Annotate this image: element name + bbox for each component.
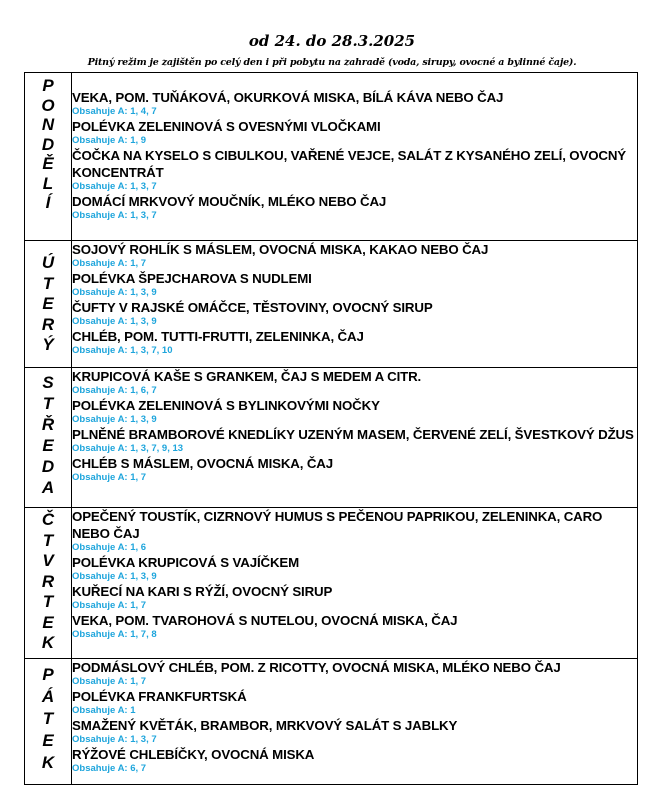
day-label-cell: [25, 73, 72, 241]
meal-lunch: SMAŽENÝ KVĚTÁK, BRAMBOR, MRKVOVÝ SALÁT S JABLKY: [72, 718, 458, 733]
day-name-vertical: Ú T E R Ý: [41, 253, 55, 354]
day-row-friday: [25, 659, 638, 785]
meals-cell: [72, 508, 638, 659]
allergen-info: Obsahuje A: 1, 3, 9: [72, 571, 157, 582]
day-name-vertical: P O N D Ě L Í: [41, 76, 55, 212]
meal-breakfast: KRUPICOVÁ KAŠE S GRANKEM, ČAJ S MEDEM A CITR.: [72, 369, 422, 384]
meal-breakfast: VEKA, POM. TUŇÁKOVÁ, OKURKOVÁ MISKA, BÍLÁ KÁVA NEBO ČAJ: [72, 90, 504, 105]
page-title: od 24. do 28.3.2025: [248, 32, 416, 50]
meal-lunch: ČOČKA NA KYSELO S CIBULKOU, VAŘENÉ VEJCE, SALÁT Z KYSANÉHO ZELÍ, OVOCNÝ KONCENTRÁT: [72, 148, 627, 180]
meals-cell: [72, 368, 638, 508]
allergen-info: Obsahuje A: 1: [72, 705, 136, 716]
allergen-info: Obsahuje A: 6, 7: [72, 763, 147, 774]
allergen-info: Obsahuje A: 1, 7, 8: [72, 629, 157, 640]
day-row-monday: [25, 73, 638, 241]
meal-lunch: ČUFTY V RAJSKÉ OMÁČCE, TĚSTOVINY, OVOCNÝ SIRUP: [72, 300, 433, 315]
allergen-info: Obsahuje A: 1, 3, 7: [72, 210, 157, 221]
meal-lunch: KUŘECÍ NA KARI S RÝŽÍ, OVOCNÝ SIRUP: [72, 584, 333, 599]
meal-snack: CHLÉB S MÁSLEM, OVOCNÁ MISKA, ČAJ: [72, 456, 334, 471]
meal-snack: DOMÁCÍ MRKVOVÝ MOUČNÍK, MLÉKO NEBO ČAJ: [72, 194, 387, 209]
meal-soup: POLÉVKA KRUPICOVÁ S VAJÍČKEM: [72, 555, 300, 570]
allergen-info: Obsahuje A: 1, 7: [72, 258, 147, 269]
drinking-note: Pitný režim je zajištěn po celý den i při pobytu na zahradě (voda, sirupy, ovocné a bylinné čaje).: [87, 57, 577, 68]
meals-cell: [72, 73, 638, 241]
meal-lunch: PLNĚNÉ BRAMBOROVÉ KNEDLÍKY UZENÝM MASEM, ČERVENÉ ZELÍ, ŠVESTKOVÝ DŽUS: [72, 427, 634, 442]
weekly-menu-table: [24, 72, 638, 785]
meal-soup: POLÉVKA ZELENINOVÁ S OVESNÝMI VLOČKAMI: [72, 119, 381, 134]
allergen-info: Obsahuje A: 1, 3, 9: [72, 287, 157, 298]
allergen-info: Obsahuje A: 1, 7: [72, 472, 147, 483]
day-row-wednesday: [25, 368, 638, 508]
day-label-cell: [25, 241, 72, 368]
day-label-cell: [25, 508, 72, 659]
allergen-info: Obsahuje A: 1, 3, 7, 10: [72, 345, 173, 356]
allergen-info: Obsahuje A: 1, 4, 7: [72, 106, 157, 117]
allergen-info: Obsahuje A: 1, 6: [72, 542, 147, 553]
day-label-cell: [25, 659, 72, 785]
allergen-info: Obsahuje A: 1, 3, 9: [72, 414, 157, 425]
meal-snack: VEKA, POM. TVAROHOVÁ S NUTELOU, OVOCNÁ MISKA, ČAJ: [72, 613, 458, 628]
allergen-info: Obsahuje A: 1, 3, 7, 9, 13: [72, 443, 184, 454]
meals-cell: [72, 659, 638, 785]
allergen-info: Obsahuje A: 1, 9: [72, 135, 147, 146]
allergen-info: Obsahuje A: 1, 3, 7: [72, 181, 157, 192]
day-row-thursday: [25, 508, 638, 659]
day-name-vertical: P Á T E K: [41, 665, 55, 772]
day-label-cell: [25, 368, 72, 508]
allergen-info: Obsahuje A: 1, 3, 7: [72, 734, 157, 745]
meal-soup: POLÉVKA FRANKFURTSKÁ: [72, 689, 247, 704]
meal-soup: POLÉVKA ZELENINOVÁ S BYLINKOVÝMI NOČKY: [72, 398, 380, 413]
allergen-info: Obsahuje A: 1, 3, 9: [72, 316, 157, 327]
meal-breakfast: PODMÁSLOVÝ CHLÉB, POM. Z RICOTTY, OVOCNÁ MISKA, MLÉKO NEBO ČAJ: [72, 660, 561, 675]
meal-breakfast: OPEČENÝ TOUSTÍK, CIZRNOVÝ HUMUS S PEČENOU PAPRIKOU, ZELENINKA, CARO NEBO ČAJ: [72, 509, 603, 541]
allergen-info: Obsahuje A: 1, 7: [72, 600, 147, 611]
meals-cell: [72, 241, 638, 368]
meal-soup: POLÉVKA ŠPEJCHAROVA S NUDLEMI: [72, 271, 312, 286]
day-name-vertical: Č T V R T E K: [41, 510, 55, 652]
allergen-info: Obsahuje A: 1, 7: [72, 676, 147, 687]
day-name-vertical: S T Ř E D A: [41, 373, 55, 497]
meal-snack: CHLÉB, POM. TUTTI-FRUTTI, ZELENINKA, ČAJ: [72, 329, 364, 344]
day-row-tuesday: [25, 241, 638, 368]
meal-breakfast: SOJOVÝ ROHLÍK S MÁSLEM, OVOCNÁ MISKA, KAKAO NEBO ČAJ: [72, 242, 489, 257]
allergen-info: Obsahuje A: 1, 6, 7: [72, 385, 157, 396]
meal-snack: RÝŽOVÉ CHLEBÍČKY, OVOCNÁ MISKA: [72, 747, 315, 762]
